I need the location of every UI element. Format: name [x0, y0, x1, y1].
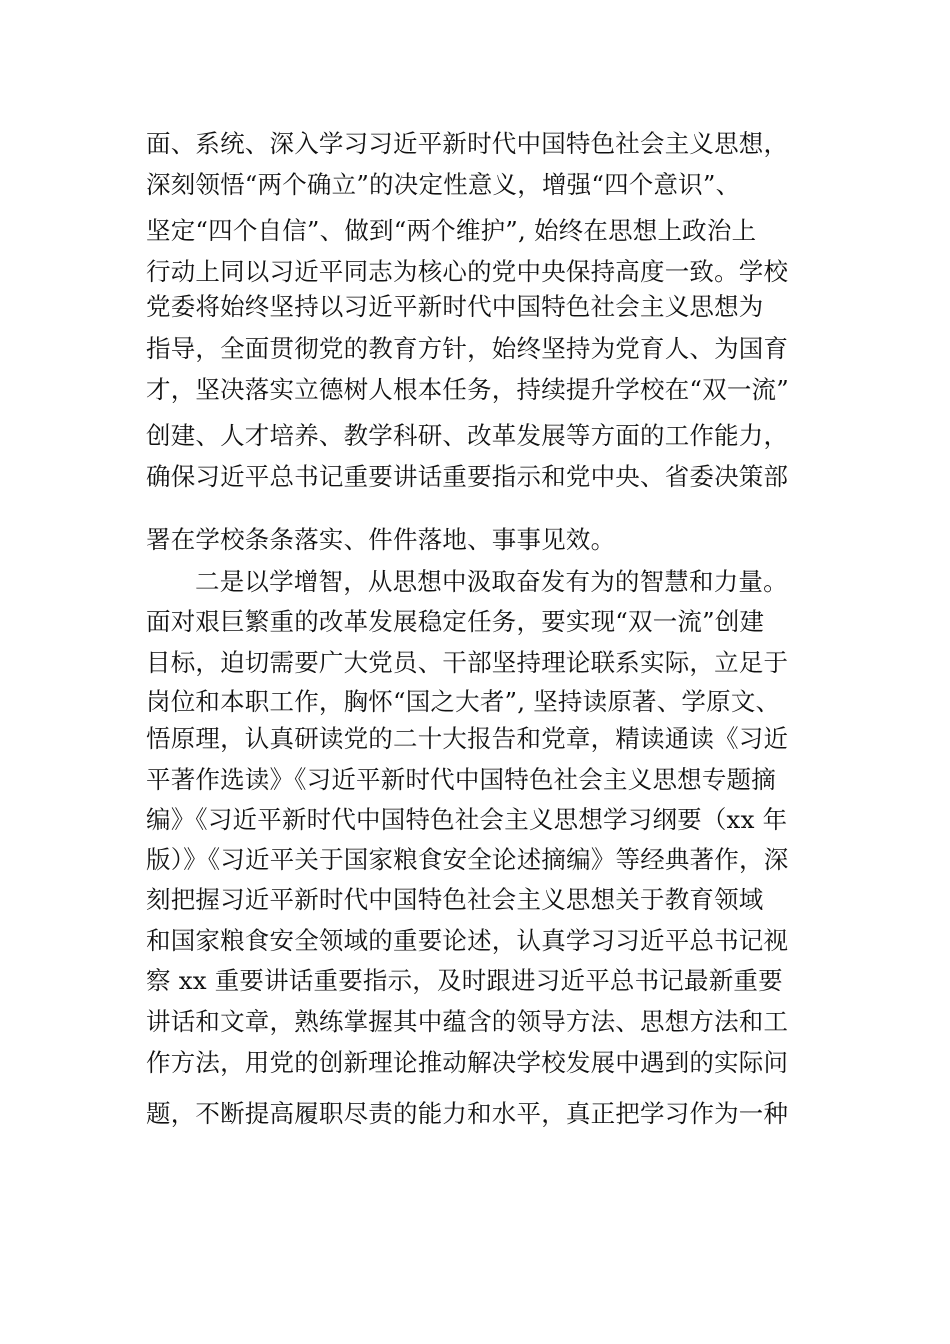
text-line: 讲话和文章，熟练掌握其中蕴含的领导方法、思想方法和工: [146, 1007, 789, 1036]
text-line: 刻把握习近平新时代中国特色社会主义思想关于教育领域: [146, 885, 764, 914]
text-line: 目标，迫切需要广大党员、干部坚持理论联系实际，立足于: [146, 648, 789, 677]
text-line: 和国家粮食安全领域的重要论述，认真学习习近平总书记视: [146, 926, 789, 955]
text-line: 面、系统、深入学习习近平新时代中国特色社会主义思想，: [146, 129, 789, 158]
text-line: 编》《习近平新时代中国特色社会主义思想学习纲要（xx 年: [146, 805, 788, 834]
text-line: 悟原理，认真研读党的二十大报告和党章，精读通读《习近: [146, 724, 789, 753]
text-line: 创建、人才培养、教学科研、改革发展等方面的工作能力，: [146, 421, 789, 450]
text-line: 坚定“四个自信”、做到“两个维护”, 始终在思想上政治上: [146, 216, 757, 245]
text-line: 指导，全面贯彻党的教育方针，始终坚持为党育人、为国育: [146, 334, 789, 363]
text-line: 版）》《习近平关于国家粮食安全论述摘编》等经典著作，深: [146, 845, 789, 874]
text-line: 深刻领悟“两个确立”的决定性意义，增强“四个意识”、: [146, 170, 741, 199]
paragraph-first-line: 二是以学增智，从思想中汲取奋发有为的智慧和力量。: [195, 567, 788, 596]
text-line: 行动上同以习近平同志为核心的党中央保持高度一致。学校: [146, 257, 789, 286]
text-line: 平著作选读》《习近平新时代中国特色社会主义思想专题摘: [146, 765, 776, 794]
text-line: 作方法，用党的创新理论推动解决学校发展中遇到的实际问: [146, 1048, 789, 1077]
text-line: 面对艰巨繁重的改革发展稳定任务，要实现“双一流”创建: [146, 607, 765, 636]
text-line: 才，坚决落实立德树人根本任务，持续提升学校在“双一流”: [146, 375, 789, 404]
text-line: 岗位和本职工作，胸怀“国之大者”, 坚持读原著、学原文、: [146, 687, 781, 716]
text-line: 题，不断提高履职尽责的能力和水平，真正把学习作为一种: [146, 1099, 789, 1128]
text-line: 党委将始终坚持以习近平新时代中国特色社会主义思想为: [146, 292, 764, 321]
text-line: 确保习近平总书记重要讲话重要指示和党中央、省委决策部: [146, 462, 789, 491]
text-line: 察 xx 重要讲话重要指示，及时跟进习近平总书记最新重要: [146, 966, 783, 995]
text-line: 署在学校条条落实、件件落地、事事见效。: [146, 525, 616, 554]
